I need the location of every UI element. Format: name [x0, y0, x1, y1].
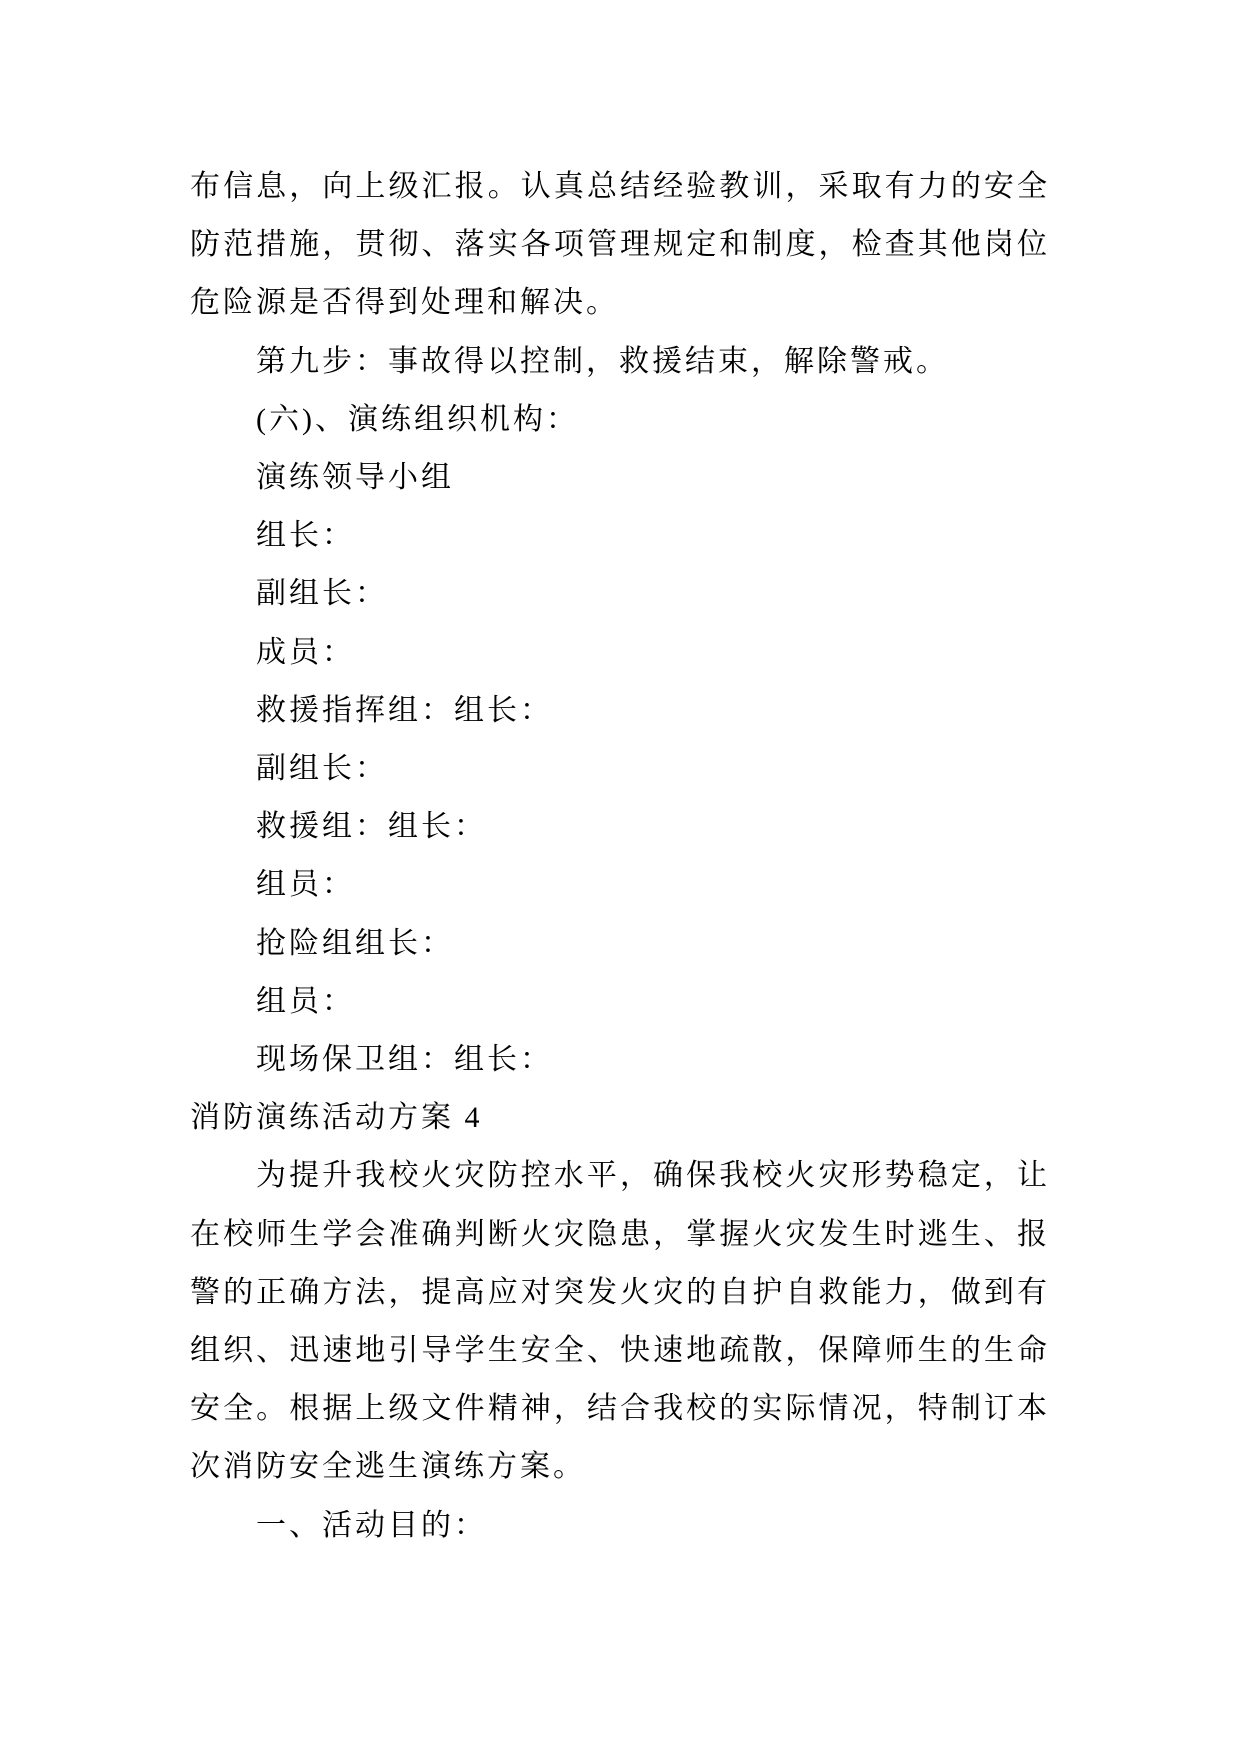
paragraph: 抢险组组长：	[256, 926, 454, 960]
paragraph: 救援组：组长：	[256, 810, 487, 844]
paragraph: 副组长：	[256, 577, 388, 611]
paragraph: (六)、演练组织机构：	[256, 402, 579, 436]
document-body	[190, 158, 1050, 1555]
paragraph: 一、活动目的：	[256, 1508, 487, 1542]
paragraph: 成员：	[256, 635, 355, 669]
paragraph: 救援指挥组：组长：	[256, 693, 553, 727]
paragraph: 为提升我校火灾防控水平，确保我校火灾形势稳定，让在校师生学会准确判断火灾隐患，掌握火灾发生时逃生、报警的正确方法，提高应对突发火灾的自护自救能力，做到有组织、迅速地引导学生安全、快速地疏散，保障师生的生命安全。根据上级文件精神，结合我校的实际情况，特制订本次消防安全逃生演练方案。	[190, 1159, 1050, 1484]
paragraph: 布信息，向上级汇报。认真总结经验教训，采取有力的安全防范措施，贯彻、落实各项管理规定和制度，检查其他岗位危险源是否得到处理和解决。	[190, 170, 1050, 320]
paragraph: 副组长：	[256, 752, 388, 786]
paragraph: 第九步：事故得以控制，救援结束，解除警戒。	[256, 344, 949, 378]
paragraph: 演练领导小组	[256, 461, 454, 495]
paragraph: 现场保卫组：组长：	[256, 1043, 553, 1077]
paragraph: 组员：	[256, 984, 355, 1018]
paragraph: 组员：	[256, 868, 355, 902]
paragraph: 组长：	[256, 519, 355, 553]
section-heading: 消防演练活动方案 4	[190, 1101, 483, 1135]
